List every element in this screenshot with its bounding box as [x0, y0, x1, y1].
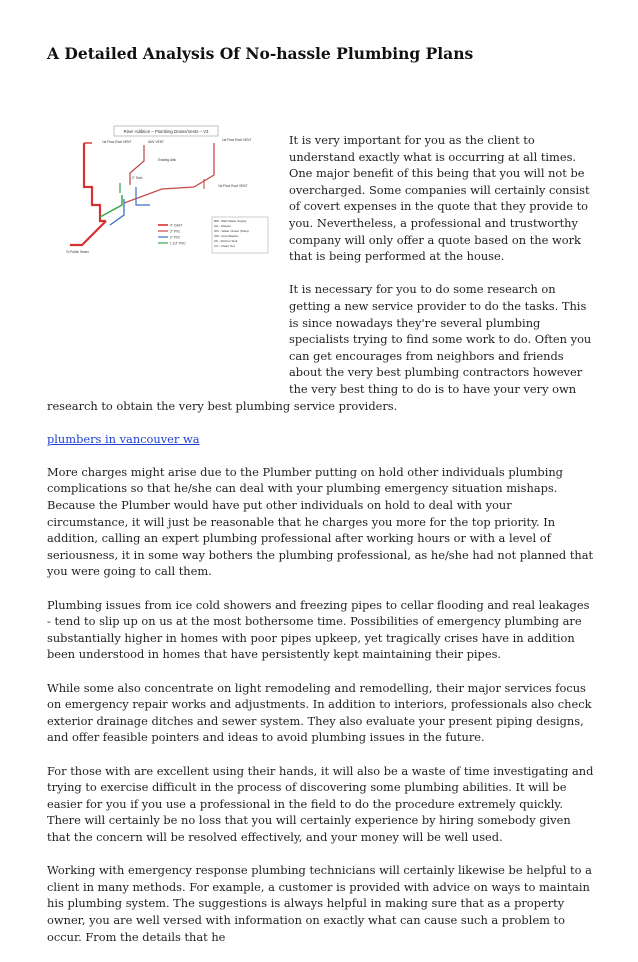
paragraph: For those with are excellent using their hands, it will also be a waste of time investigating and trying to exercise difficult in the process of discovering some plumbing abilities. It will be easier for you if you use a professional in the field to do the procedure extremely quickly. There will certainly be no loss that you will certainly experience by hiring somebody given that the concern will be resolved effectively, and your money will be well used.	[47, 763, 594, 844]
paragraph: Working with emergency response plumbing technicians will certainly likewise be helpful to a client in many methods. For example, a customer is provided with advice on ways to maintain his plumbing system. The suggestions is always helpful in making sure that as a property owner, you are well versed with information on exactly what can cause such a problem to occur. From the details that he	[47, 863, 592, 944]
diagram-label: Existing Attic	[158, 158, 177, 162]
paragraph: It is very important for you as the client to understand exactly what is occurring at all times. One major benefit of this being that you will not be overcharged. Some companies will certainly consist of covert expenses in the quote that they provide to you. Nevertheless, a professional and trustworthy company will only offer a quote based on the work that is being performed at the house.	[289, 133, 590, 264]
paragraph: Plumbing issues from ice cold showers and freezing pipes to cellar flooding and real leakages - tend to slip up on us at the most bothersome time. Possibilities of emergency plumbing are substantially higher in homes with poor pipes upkeep, yet tragically crises have in addition been understood in homes that have persistently kept maintaining their pipes.	[47, 597, 590, 662]
diagram-label: 1st Floor Roof VENT	[222, 138, 252, 142]
diagram-label: 1st Floor Roof VENT	[218, 184, 248, 188]
svg-text:4" CAST: 4" CAST	[170, 223, 183, 228]
diagram-label: 1st Floor Roof VENT	[102, 140, 132, 144]
svg-text:KS - Kitchen Sink: KS - Kitchen Sink	[214, 239, 238, 243]
article-body	[47, 132, 595, 962]
svg-text:1 1/2" PVC: 1 1/2" PVC	[170, 241, 186, 246]
svg-text:AW - Auto Washer: AW - Auto Washer	[214, 234, 239, 238]
svg-text:SH - Shower: SH - Shower	[214, 224, 232, 228]
plumbers-link[interactable]: plumbers in vancouver wa	[47, 431, 200, 446]
svg-text:3" PVC: 3" PVC	[170, 229, 181, 234]
paragraph: It is necessary for you to do some research on getting a new service provider to do the tasks. This is since nowadays they're several plumbing specialists trying to find some work to do. Often you can get encourages from neighbors and friends about the very best plumbing contractors however the very best thing to do is to have your very own research to obtain the very best plumbing service providers.	[47, 282, 592, 413]
diagram-label: 2" Stub	[132, 176, 143, 180]
link-paragraph	[47, 431, 595, 448]
diagram-label: To Public Sewer	[66, 250, 89, 254]
page-title: A Detailed Analysis Of No-hassle Plumbing Plans	[47, 44, 474, 63]
paragraph: While some also concentrate on light remodeling and remodelling, their major services focus on emergency repair works and adjustments. In addition to interiors, professionals also check exterior drainage ditches and sewer system. They also evaluate your present piping designs, and offer feasible pointers and ideas to avoid plumbing issues in the future.	[47, 680, 592, 745]
svg-text:BW - Bath Water Supply: BW - Bath Water Supply	[214, 219, 247, 223]
diagram-heading: Riser Addition – Plumbing Drains/Vents – V3	[123, 129, 209, 134]
svg-text:2" PVC: 2" PVC	[170, 235, 181, 240]
diagram-label: ANV VENT	[148, 140, 164, 144]
paragraph: More charges might arise due to the Plumber putting on hold other individuals plumbing complications so that he/she can deal with your plumbing emergency situation mishaps. Because the Plumber would have put other individuals on hold to deal with your circumstance, it will just be reasonable that he charges you more for the top priority. In addition, calling an expert plumbing professional after working hours or with a level of seriousness, it in some way bothers the plumbing professional, as he/she had not planned that you were going to call them.	[47, 464, 594, 579]
svg-text:CO - Clean Out: CO - Clean Out	[214, 244, 235, 248]
svg-text:WC - Water Closet (Toilet): WC - Water Closet (Toilet)	[214, 229, 249, 233]
